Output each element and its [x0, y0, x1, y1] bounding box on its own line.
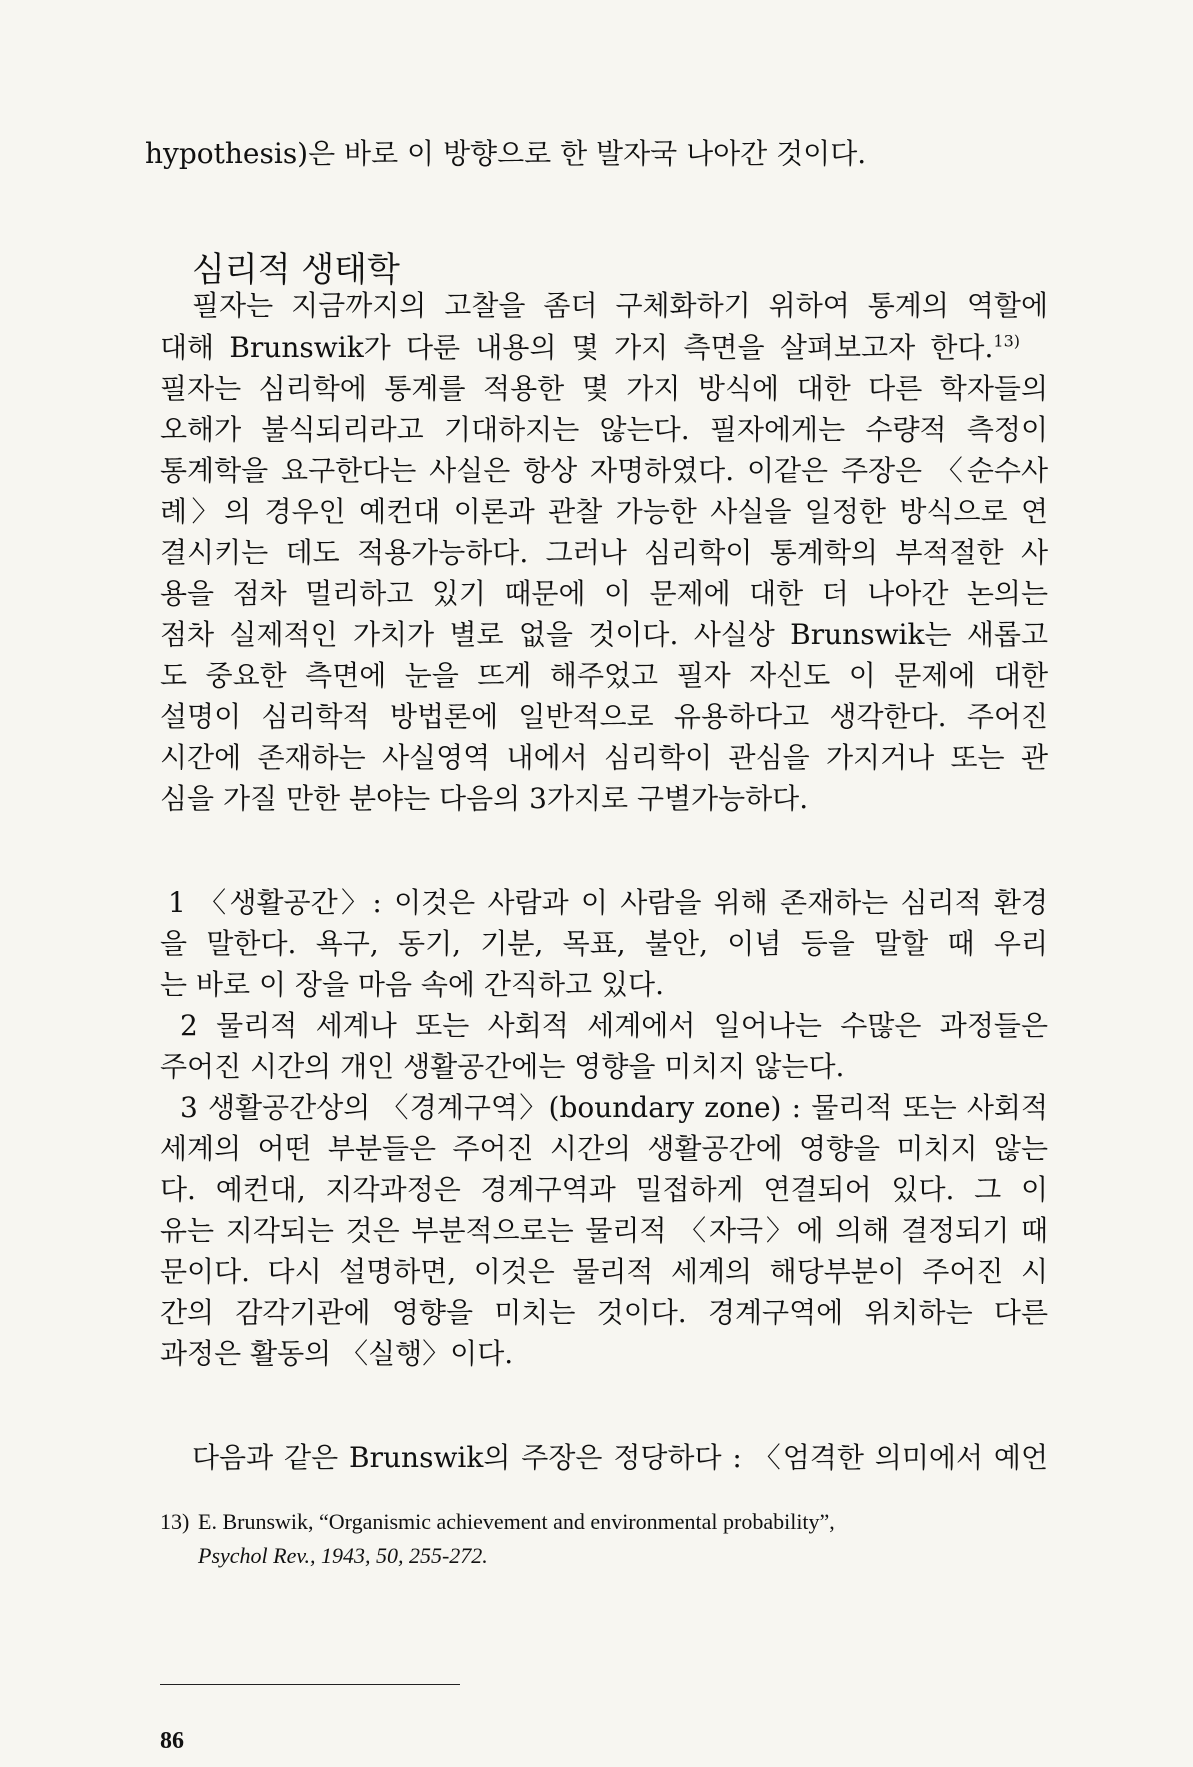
- paragraph-line: 오해가 불식되리라고 기대하지는 않는다. 필자에게는 수량적 측정이: [160, 413, 1048, 446]
- paragraph-line: 필자는 심리학에 통계를 적용한 몇 가지 방식에 대한 다른 학자들의: [160, 372, 1048, 405]
- paragraph-line-text: 대해 Brunswik가 다룬 내용의 몇 가지 측면을 살펴보고자 한다.: [160, 331, 994, 364]
- list-item-1: 1 〈생활공간〉: 이것은 사람과 이 사람을 위해 존재하는 심리적 환경: [168, 886, 1048, 919]
- page-number: 86: [160, 1728, 184, 1754]
- footnote-text: E. Brunswik, “Organismic achievement and environmental probability”,: [198, 1509, 835, 1534]
- list-item-2: 2 물리적 세계나 또는 사회적 세계에서 일어나는 수많은 과정들은: [180, 1009, 1048, 1042]
- paragraph-line: 도 중요한 측면에 눈을 뜨게 해주었고 필자 자신도 이 문제에 대한: [160, 659, 1048, 692]
- footnote-number: 13): [160, 1509, 190, 1534]
- list-item-line: 을 말한다. 욕구, 동기, 기분, 목표, 불안, 이념 등을 말할 때 우리: [160, 927, 1048, 960]
- list-item-line: 세계의 어떤 부분들은 주어진 시간의 생활공간에 영향을 미치지 않는: [160, 1132, 1048, 1165]
- list-item-3: 3 생활공간상의 〈경계구역〉(boundary zone) : 물리적 또는 사회적: [180, 1091, 1048, 1124]
- footnote-divider: [160, 1684, 460, 1685]
- paragraph-line: 필자는 지금까지의 고찰을 좀더 구체화하기 위하여 통계의 역할에: [192, 289, 1048, 322]
- paragraph-line: 심을 가질 만한 분야는 다음의 3가지로 구별가능하다.: [160, 782, 809, 815]
- footnote-continuation: Psychol Rev., 1943, 50, 255-272.: [198, 1543, 488, 1568]
- paragraph-line: 례〉의 경우인 예컨대 이론과 관찰 가능한 사실을 일정한 방식으로 연: [160, 495, 1048, 528]
- list-item-line: 다. 예컨대, 지각과정은 경계구역과 밀접하게 연결되어 있다. 그 이: [160, 1173, 1048, 1206]
- paragraph-line: 결시키는 데도 적용가능하다. 그러나 심리학이 통계학의 부적절한 사: [160, 536, 1048, 569]
- intro-line: hypothesis)은 바로 이 방향으로 한 발자국 나아간 것이다.: [145, 137, 867, 170]
- list-item-line: 유는 지각되는 것은 부분적으로는 물리적 〈자극〉에 의해 결정되기 때: [160, 1214, 1048, 1247]
- list-item-line: 간의 감각기관에 영향을 미치는 것이다. 경계구역에 위치하는 다른: [160, 1296, 1048, 1329]
- paragraph-line: 설명이 심리학적 방법론에 일반적으로 유용하다고 생각한다. 주어진: [160, 700, 1048, 733]
- list-item-line: 는 바로 이 장을 마음 속에 간직하고 있다.: [160, 968, 664, 1001]
- closing-line: 다음과 같은 Brunswik의 주장은 정당하다 : 〈엄격한 의미에서 예언: [192, 1441, 1048, 1474]
- paragraph-line: 통계학을 요구한다는 사실은 항상 자명하였다. 이같은 주장은 〈순수사: [160, 454, 1048, 487]
- list-item-line: 주어진 시간의 개인 생활공간에는 영향을 미치지 않는다.: [160, 1050, 845, 1083]
- paragraph-line: 용을 점차 멀리하고 있기 때문에 이 문제에 대한 더 나아간 논의는: [160, 577, 1048, 610]
- footnote: [160, 1506, 1048, 1538]
- paragraph-line: 점차 실제적인 가치가 별로 없을 것이다. 사실상 Brunswik는 새롭고: [160, 618, 1048, 651]
- list-item-line: 문이다. 다시 설명하면, 이것은 물리적 세계의 해당부분이 주어진 시: [160, 1255, 1048, 1288]
- paragraph-line: 시간에 존재하는 사실영역 내에서 심리학이 관심을 가지거나 또는 관: [160, 741, 1048, 774]
- section-title: 심리적 생태학: [192, 250, 400, 290]
- paragraph-line: [160, 328, 1020, 368]
- footnote-reference: 13): [993, 331, 1020, 351]
- list-item-line: 과정은 활동의 〈실행〉이다.: [160, 1337, 514, 1370]
